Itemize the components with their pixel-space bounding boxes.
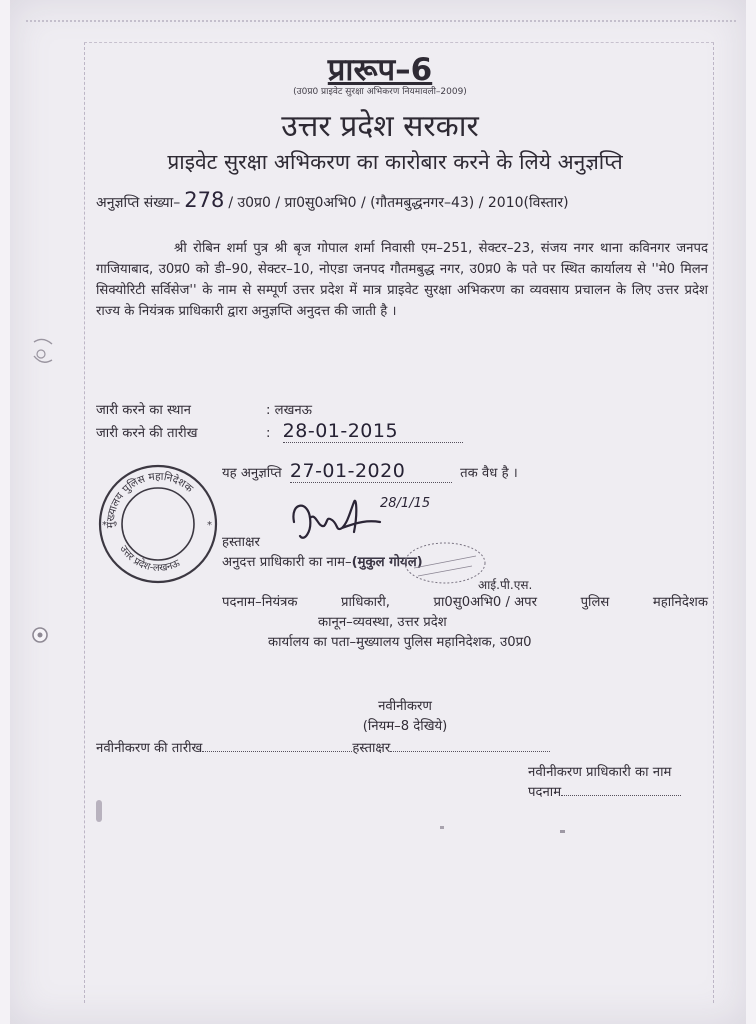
renewal-date-field (202, 751, 352, 752)
svg-text:*: * (207, 520, 212, 531)
renewal-date-row (96, 738, 550, 756)
renewal-heading: नवीनीकरण (378, 699, 432, 714)
designation-part-a: पदनाम–नियंत्रक (222, 595, 298, 610)
designation-part-c: प्रा0सु0अभि0 / अपर (433, 595, 538, 610)
renewal-sign-label: हस्ताक्षर (352, 741, 391, 756)
punch-hole-icon (28, 620, 52, 650)
renewal-designation-row (528, 782, 681, 800)
licence-heading: प्राइवेट सुरक्षा अभिकरण का कारोबार करने के लिये अनुज्ञप्ति (167, 150, 623, 174)
scan-speck (560, 830, 565, 833)
issue-date-value: 28-01-2015 (282, 420, 399, 442)
validity-row (222, 460, 518, 483)
scan-speck (96, 800, 102, 822)
scan-speck (440, 826, 444, 829)
licence-body-text: श्री रोबिन शर्मा पुत्र श्री बृज गोपाल शर्मा निवासी एम–251, सेक्टर–23, संजय नगर थाना कविनगर जनपद गाजियाबाद, उ0प्र0 को डी–90, सेक्टर–10, नोएडा जनपद गौतमबुद्ध नगर, उ0प्र0 के पते पर स्थित कार्यालय से ''मे0 मिलन सिक्योरिटी सर्विसेज'' के नाम से सम्पूर्ण उत्तर प्रदेश में मात्र प्राइवेट सुरक्षा अभिकरण का व्यवसाय प्रचालन के लिए उत्तर प्रदेश राज्य के नियंत्रक प्राधिकारी द्वारा अनुज्ञप्ति अनुदत्त की जाती है । (96, 241, 708, 319)
designation-line2: कानून–व्यवस्था, उत्तर प्रदेश (318, 615, 447, 630)
signature-label: हस्ताक्षर (222, 535, 260, 550)
issue-place-value: : लखनऊ (266, 403, 313, 418)
issue-place-label: जारी करने का स्थान (96, 403, 191, 418)
signature-date: 28/1/15 (380, 496, 431, 511)
top-edge-strip (26, 6, 736, 22)
police-hq-seal-icon (96, 462, 220, 586)
svg-text:मुख्यालय पुलिस महानिदेशक (105, 470, 196, 528)
issue-place-row (96, 400, 312, 418)
renewal-authority-label: नवीनीकरण प्राधिकारी का नाम (528, 765, 672, 780)
svg-text:*: * (102, 520, 107, 531)
government-name: उत्तर प्रदेश सरकार (281, 109, 479, 144)
punch-hole-icon (30, 336, 56, 370)
designation-part-b: प्राधिकारी, (341, 595, 390, 610)
licence-number: 278 (184, 188, 225, 212)
designation-part-e: महानिदेशक (652, 595, 708, 610)
licence-number-label: अनुज्ञप्ति संख्या– (96, 195, 181, 211)
issue-date-field (283, 420, 463, 443)
office-address: कार्यालय का पता–मुख्यालय पुलिस महानिदेशक, उ0प्र0 (268, 635, 532, 650)
renewal-designation-field (561, 795, 681, 796)
licence-number-line (96, 188, 696, 212)
renewal-rule: (नियम–8 देखिये) (362, 719, 448, 734)
issue-date-colon: : (266, 426, 271, 441)
validity-date-field (290, 460, 452, 483)
validity-suffix: तक वैध है । (460, 466, 518, 481)
seal-top-text: मुख्यालय पुलिस महानिदेशक (104, 470, 196, 529)
authority-name-label: अनुदत्त प्राधिकारी का नाम– (222, 555, 352, 570)
ips-label: आई.पी.एस. (478, 578, 533, 592)
issue-date-label: जारी करने की तारीख (96, 426, 198, 441)
form-title: प्रारूप–6 (327, 52, 433, 88)
licence-number-suffix: / उ0प्र0 / प्रा0सु0अभि0 / (गौतमबुद्धनगर–43) / 2010(विस्तार) (228, 195, 569, 211)
designation-row (222, 592, 708, 610)
form-subtitle: (उ0प्र0 प्राइवेट सुरक्षा अभिकरण नियमावली–2009) (293, 87, 467, 97)
issue-date-row (96, 420, 463, 443)
validity-date: 27-01-2020 (289, 460, 406, 482)
authority-name-row (222, 552, 423, 570)
authority-name: (मुकुल गोयल) (351, 555, 423, 570)
validity-prefix: यह अनुज्ञप्ति (222, 466, 282, 481)
designation-part-d: पुलिस (580, 595, 610, 610)
renewal-sign-field (390, 751, 550, 752)
renewal-date-label: नवीनीकरण की तारीख (96, 741, 203, 756)
seal-bottom-text: उत्तर प्रदेश-लखनऊ (117, 543, 182, 575)
name-stamp-icon (400, 538, 490, 588)
renewal-designation-label: पदनाम (528, 785, 562, 800)
